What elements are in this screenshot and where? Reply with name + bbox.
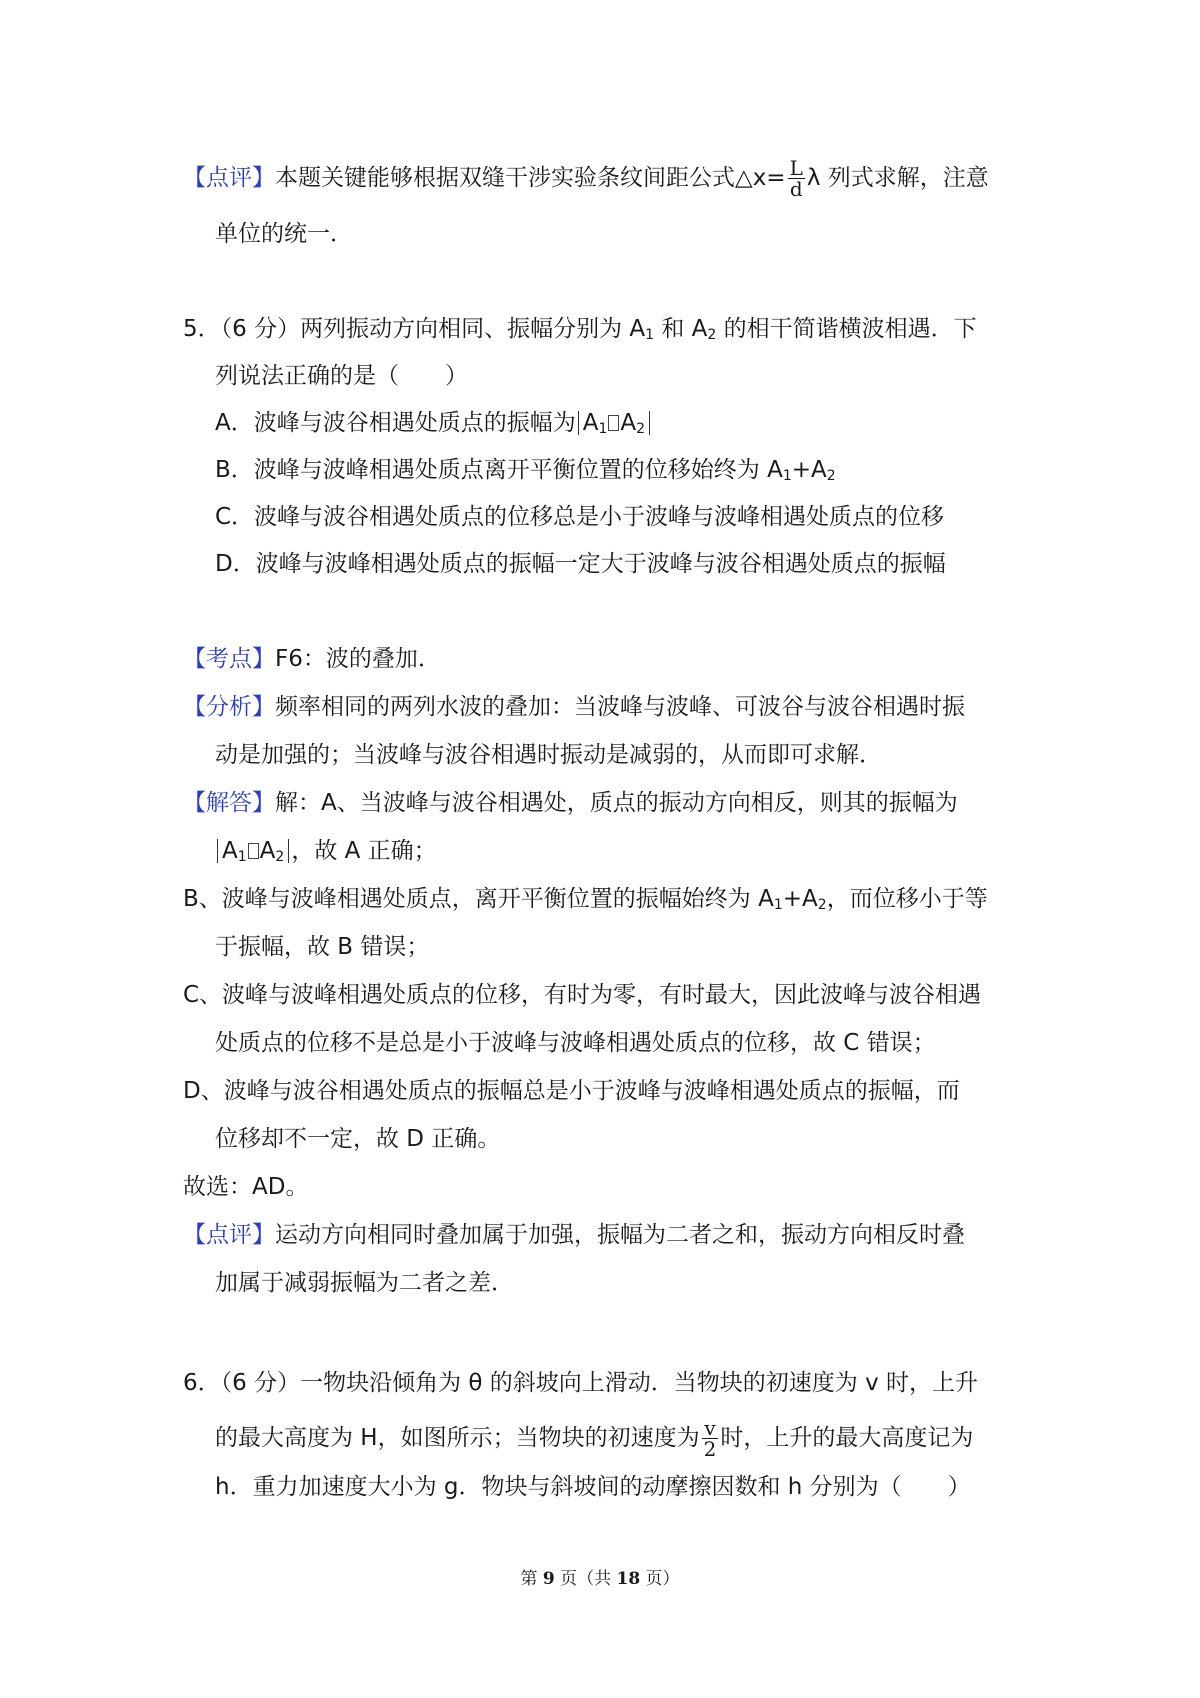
question-5-option-a: A．波峰与波谷相遇处质点的振幅为 $A_1$ $A_2$: [215, 406, 652, 440]
abs-value-expression: $A_1$ $A_2$: [217, 839, 289, 863]
missing-glyph-box: [248, 843, 259, 859]
question-5-stem-1: 5．（6 分）两列振动方向相同、振幅分别为 $A_1$ 和 $A_2$ 的相干简谐横波相遇．下: [183, 316, 977, 343]
question-5-option-b: B．波峰与波峰相遇处质点离开平衡位置的位移始终为 $A_1+A_2$: [215, 457, 836, 484]
jieda-d-line-2: 位移却不一定，故 D 正确。: [215, 1126, 501, 1152]
jieda-d-line-1: D、波峰与波谷相遇处质点的振幅总是小于波峰与波峰相遇处质点的振幅，而: [183, 1078, 960, 1104]
velocity-fraction: $\frac{v}{2}$: [703, 1416, 717, 1461]
jieda-line-2: $A_1$ $A_2$ ，故 A 正确；: [215, 834, 437, 868]
question-5-option-c: C．波峰与波谷相遇处质点的位移总是小于波峰与波峰相遇处质点的位移: [215, 504, 945, 530]
page-footer: 第 9 页（共 18 页）: [520, 1569, 680, 1589]
jieda-b-line-1: B、波峰与波峰相遇处质点，离开平衡位置的振幅始终为 $A_1+A_2$，而位移小于等: [183, 886, 988, 913]
jieda-line-1: 【解答】解：A、当波峰与波谷相遇处，质点的振动方向相反，则其的振幅为: [183, 790, 958, 816]
page-total: 18: [616, 1569, 641, 1589]
jieda-c-line-1: C、波峰与波峰相遇处质点的位移，有时为零，有时最大，因此波峰与波谷相遇: [183, 982, 982, 1008]
question-5-option-d: D．波峰与波峰相遇处质点的振幅一定大于波峰与波谷相遇处质点的振幅: [215, 551, 946, 577]
review-tag: 【点评】: [183, 165, 275, 191]
fenxi-line-1: 【分析】频率相同的两列水波的叠加：当波峰与波峰、可波谷与波谷相遇时振: [183, 694, 965, 720]
question-6-stem-1: 6．（6 分）一物块沿倾角为 θ 的斜坡向上滑动．当物块的初速度为 v 时，上升: [183, 1370, 979, 1396]
question-5-stem-2: 列说法正确的是（ ）: [215, 363, 468, 389]
page-number: 9: [542, 1569, 555, 1589]
jieda-b-line-2: 于振幅，故 B 错误；: [215, 934, 430, 960]
review2-line-1: 【点评】运动方向相同时叠加属于加强，振幅为二者之和，振动方向相反时叠: [183, 1222, 965, 1248]
review-line-2: 单位的统一．: [215, 221, 353, 247]
review-line-1: 【点评】本题关键能够根据双缝干涉实验条纹间距公式△x= $\frac{L}{d}$ λ 列式求解，注意: [183, 156, 989, 201]
question-6-stem-3: h．重力加速度大小为 g．物块与斜坡间的动摩擦因数和 h 分别为（ ）: [215, 1474, 971, 1500]
answer-line: 故选：AD。: [183, 1174, 309, 1200]
missing-glyph-box: [608, 415, 619, 431]
review2-line-2: 加属于减弱振幅为二者之差．: [215, 1270, 514, 1296]
fenxi-line-2: 动是加强的；当波峰与波谷相遇时振动是减弱的，从而即可求解．: [215, 742, 882, 768]
kaodian-line: 【考点】F6：波的叠加．: [183, 646, 441, 672]
formula-fraction: $\frac{L}{d}$: [789, 156, 803, 201]
question-6-stem-2: 的最大高度为 H，如图所示；当物块的初速度为 $\frac{v}{2}$ 时，上升的最大高度记为: [215, 1416, 974, 1461]
abs-value-expression: $A_1$ $A_2$: [578, 411, 650, 435]
jieda-c-line-2: 处质点的位移不是总是小于波峰与波峰相遇处质点的位移，故 C 错误；: [215, 1030, 936, 1056]
